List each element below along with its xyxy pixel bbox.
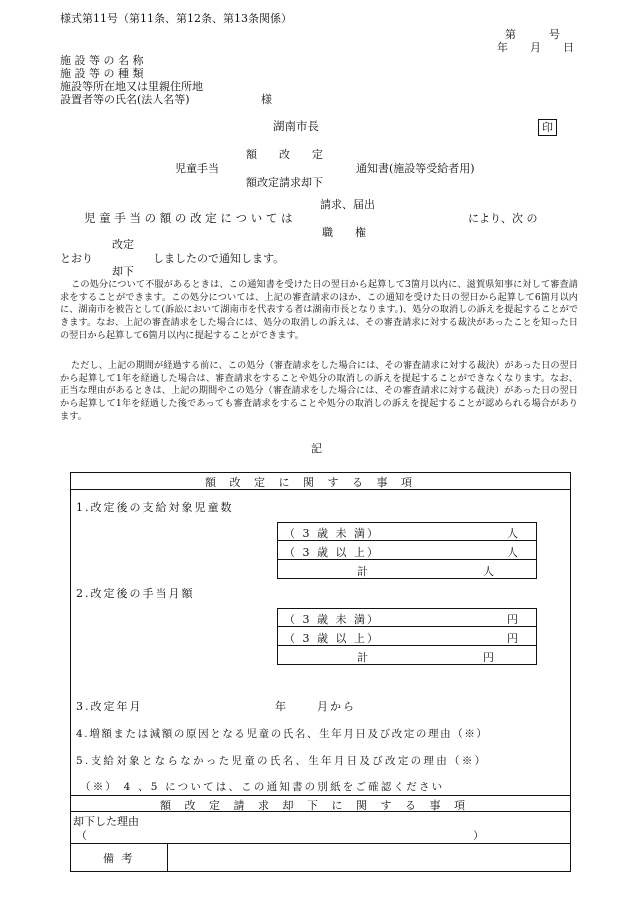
result-option-bottom: 却下 (112, 265, 134, 278)
notice-paragraph-1: この処分について不服があるときは、この通知書を受けた日の翌日から起算して3箇月以内に、滋賀県知事に対して審査請求をすることができます。この処分については、上記の審査請求のほか、この通知を受けた日の翌日から起算して6箇月以内に、湖南市を被告として(訴訟において湖南市を代表する者は湖南市長となります。)、処分の取消しの訴えを提起することができます。なお、上記の審査請求をした場合には、処分の取消しの訴えは、その審査請求に対する裁決があったことを知った日の翌日から起算して6箇月以内に提起することができます。 (60, 279, 578, 341)
facility-type-label: 施 設 等 の 種 類 (60, 67, 144, 80)
founder-name-label: 設置者等の氏名(法人名等) (60, 93, 190, 106)
result-suffix: しましたので通知します。 (153, 252, 285, 265)
children-total-unit: 人 (483, 565, 496, 578)
amount-total-unit: 円 (483, 651, 496, 664)
amount-under3-unit: 円 (507, 613, 520, 626)
title-option-top: 額 改 定 (246, 148, 323, 161)
title-option-bottom: 額改定請求却下 (246, 176, 323, 189)
amount-total-label: 計 (357, 651, 370, 664)
children-over3-label: （ 3 歳 以 上） (284, 546, 380, 559)
children-under3-unit: 人 (507, 527, 520, 540)
item-5-not-eligible: 5.支給対象とならなかった児童の氏名、生年月日及び改定の理由（※） (76, 755, 488, 767)
issuer-name: 湖南市長 (273, 119, 319, 133)
notice-paragraph-2: ただし、上記の期間が経過する前に、この処分（審査請求をした場合には、その審査請求に対する裁決）があった日の翌日から起算して1年を経過した場合は、審査請求をすることや処分の取消しの訴えを提起することができなくなります。なお、正当な理由があるときは、上記の期間やこの処分（審査請求をした場合には、その審査請求に対する裁決）があった日の翌日から起算して1年を経過した後であっても審査請求をすることや処分の取消しの訴えを提起することが認められる場合があります。 (60, 360, 578, 422)
body-option-top: 請求、届出 (320, 198, 375, 211)
children-over3-unit: 人 (507, 546, 520, 559)
item-3-month-label: 月から (317, 700, 356, 713)
date-label: 年 月 日 (497, 41, 574, 54)
rejection-reason-close-paren: ） (473, 829, 486, 842)
body-tail: により、次 の (468, 212, 538, 225)
amount-under3-label: （ 3 歳 未 満） (284, 613, 380, 626)
page-title: 通知書(施設等受給者用) (356, 162, 475, 175)
ki-heading: 記 (311, 442, 322, 455)
item-2-monthly-amount: 2.改定後の手当月額 (76, 587, 195, 600)
result-prefix: とおり (60, 252, 93, 265)
children-under3-label: （ 3 歳 未 満） (284, 527, 380, 540)
attachment-note: （※） 4 、5 については、この通知書の別紙をご確認ください (80, 781, 445, 793)
body-option-bottom: 職 権 (322, 226, 366, 239)
facility-address-label: 施設等所在地又は里親住所地 (60, 80, 203, 93)
rejection-reason-open-paren: （ (76, 829, 89, 842)
remarks-label: 備 考 (103, 852, 135, 865)
result-option-top: 改定 (112, 238, 134, 251)
facility-name-label: 施 設 等 の 名 称 (60, 54, 144, 67)
rejection-reason-label: 却下した理由 (73, 815, 139, 828)
document-number-label: 第 号 (505, 28, 560, 41)
honorific: 様 (261, 93, 272, 106)
item-4-increase-decrease: 4.増額または減額の原因となる児童の氏名、生年月日及び改定の理由（※） (76, 728, 489, 740)
item-3-revision-month: 3.改定年月 (76, 700, 143, 713)
body-intro: 児 童 手 当 の 額 の 改 定 に つ い て は (84, 211, 293, 225)
seal-stamp: 印 (538, 119, 557, 136)
item-1-children-count: 1.改定後の支給対象児童数 (76, 501, 234, 514)
section-header-rejection: 額 改 定 請 求 却 下 に 関 す る 事 項 (160, 799, 470, 812)
amount-over3-unit: 円 (507, 632, 520, 645)
item-3-year-label: 年 (275, 700, 288, 713)
form-number: 様式第11号（第11条、第12条、第13条関係） (60, 12, 292, 25)
amount-over3-label: （ 3 歳 以 上） (284, 632, 380, 645)
children-total-label: 計 (357, 565, 370, 578)
title-left: 児童手当 (175, 162, 219, 175)
section-header-amount-change: 額 改 定 に 関 す る 事 項 (205, 476, 417, 489)
